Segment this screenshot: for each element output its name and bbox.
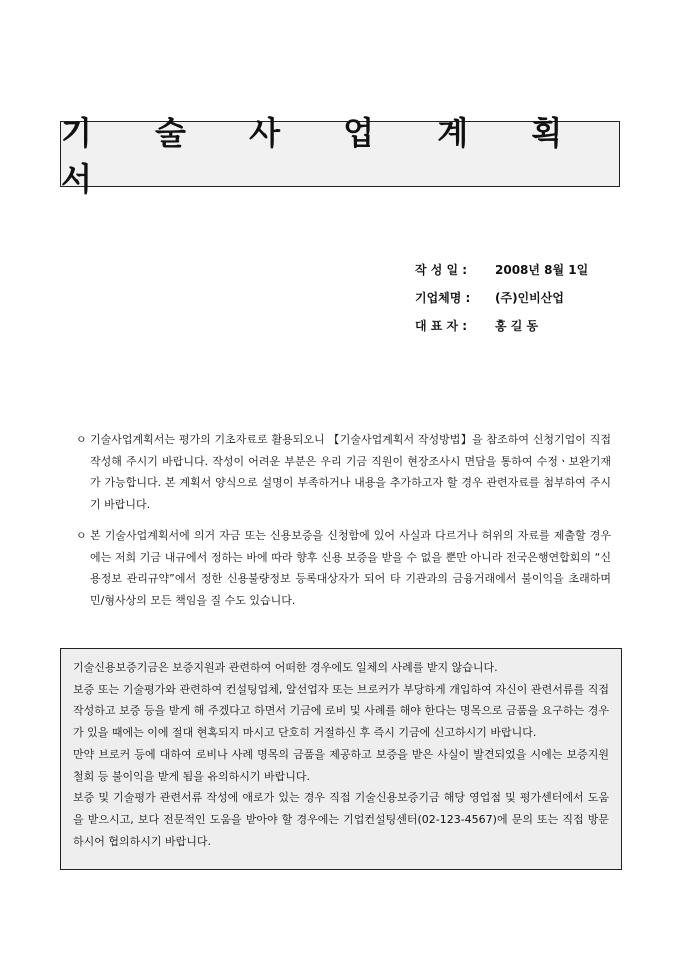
meta-label: 작 성 일 : [415,263,468,277]
meta-value: 홍 길 동 [495,319,539,333]
meta-block [415,262,588,346]
meta-value: (주)인비산업 [495,291,564,305]
meta-row-company [415,290,588,318]
document-title: 기 술 사 업 계 획 서 [61,114,589,198]
warning-paragraph: 기술신용보증기금은 보증지원과 관련하여 어떠한 경우에도 일체의 사례를 받지 않습니다. [73,661,498,674]
title-box [60,114,620,198]
warning-paragraph: 보증 및 기술평가 관련서류 작성에 애로가 있는 경우 직접 기술신용보증기금 해당 영업점 및 평가센터에서 도움을 받으시고, 보다 전문적인 도움을 받아야 할 경우에는 기업컨설팅센터(02-123-4567)에 문의 또는 직접 방문하시어 협의하시기 바랍니다. [73,791,609,848]
meta-value: 2008년 8월 1일 [495,263,589,277]
bullet-icon: ㅇ [76,529,87,542]
meta-row-date [415,262,588,290]
note-item [76,429,611,515]
warning-paragraph: 보증 또는 기술평가와 관련하여 컨설팅업체, 알선업자 또는 브로커가 부당하게 개입하여 자신이 관련서류를 직접 작성하고 보증 등을 받게 해 주겠다고 하면서 기금에 로비 및 사례를 해야 한다는 명목으로 금품을 요구하는 경우가 있을 때에는 이에 절대 현혹되지 마시고 단호히 거절하신 후 즉시 기금에 신고하시기 바랍니다. [73,682,609,740]
notes-list [76,429,611,621]
note-item [76,525,611,611]
warning-paragraph: 만약 브로커 등에 대하여 로비나 사례 명목의 금품을 제공하고 보증을 받은 사실이 발견되었을 시에는 보증지원 철회 등 불이익을 받게 됨을 유의하시기 바랍니다. [73,747,609,783]
note-text: 본 기술사업계획서에 의거 자금 또는 신용보증을 신청함에 있어 사실과 다르거나 허위의 자료를 제출할 경우에는 저희 기금 내규에서 정하는 바에 따라 향후 신용 보증을 받을 수 없을 뿐만 아니라 전국은행연합회의 “신용정보 관리규약”에서 정한 신용불량정보 등록대상자가 되어 타 기관과의 금융거래에서 불이익을 초래하며 민/형사상의 모든 책임을 질 수도 있습니다. [90,529,611,607]
meta-label: 대 표 자 : [415,319,468,333]
bullet-icon: ㅇ [76,433,87,446]
meta-label: 기업체명 : [415,291,471,305]
note-text: 기술사업계획서는 평가의 기초자료로 활용되오니 【기술사업계획서 작성방법】을 참조하여 신청기업이 직접 작성해 주시기 바랍니다. 작성이 어려운 부분은 우리 기금 직원이 현장조사시 면담을 통하여 수정ㆍ보완기재가 가능합니다. 본 계획서 양식으로 설명이 부족하거나 내용을 추가하고자 할 경우 관련자료를 첨부하여 주시기 바랍니다. [90,433,611,511]
warning-box [60,648,622,870]
meta-row-ceo [415,318,588,346]
